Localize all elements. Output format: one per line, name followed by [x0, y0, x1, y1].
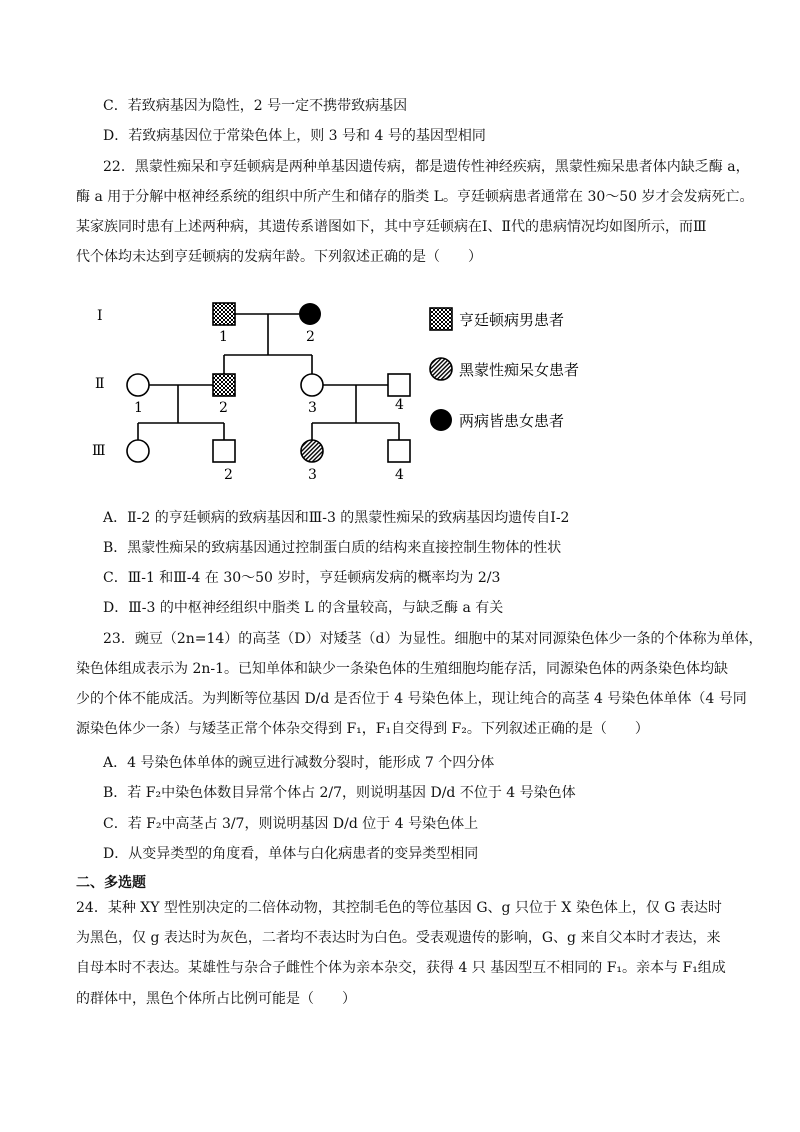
individual-II2-affected-huntington-male — [213, 374, 235, 396]
gen-label-I: Ⅰ — [97, 308, 103, 324]
q23-stem-line-3: 少的个体不能成活。为判断等位基因 D/d 是否位于 4 号染色体上，现让纯合的高茎 4 号染色体单体（4 号同 — [76, 691, 747, 707]
legend-huntington-male-label: 亨廷顿病男患者 — [459, 311, 565, 329]
q23-option-a: A．4 号染色体单体的豌豆进行减数分裂时，能形成 7 个四分体 — [103, 755, 495, 771]
label-I2: 2 — [306, 329, 315, 345]
q24-stem-line-1: 24．某种 XY 型性别决定的二倍体动物，其控制毛色的等位基因 G、g 只位于 X 染色体上，仅 G 表达时 — [76, 900, 722, 916]
gen-label-II: Ⅱ — [95, 376, 105, 392]
q22-stem-line-4: 代个体均未达到亨廷顿病的发病年龄。下列叙述正确的是（ ） — [76, 249, 482, 265]
individual-III2-normal-male — [213, 440, 235, 462]
legend-both-female-label: 两病皆患女患者 — [459, 412, 565, 430]
q21-option-d: D．若致病基因位于常染色体上，则 3 号和 4 号的基因型相同 — [103, 128, 486, 144]
pedigree-diagram — [85, 285, 625, 480]
q24-stem-line-4: 的群体中，黑色个体所占比例可能是（ ） — [76, 991, 356, 1007]
q23-option-d: D．从变异类型的角度看，单体与白化病患者的变异类型相同 — [103, 846, 479, 862]
individual-III4-normal-male — [388, 440, 410, 462]
q22-stem-line-2: 酶 a 用于分解中枢神经系统的组织中所产生和储存的脂类 L。亨廷顿病患者通常在 30～50 岁才会发病死亡。 — [76, 189, 754, 205]
label-III4: 4 — [395, 467, 404, 480]
q22-stem-line-3: 某家族同时患有上述两种病，其遗传系谱图如下，其中亨廷顿病在Ⅰ、Ⅱ代的患病情况均如图所示，而Ⅲ — [76, 219, 707, 235]
legend-amaurotic-female-label: 黑蒙性痴呆女患者 — [459, 361, 580, 379]
label-III2: 2 — [224, 467, 233, 480]
q22-option-b: B．黑蒙性痴呆的致病基因通过控制蛋白质的结构来直接控制生物体的性状 — [103, 540, 562, 556]
q24-stem-line-3: 自母本时不表达。某雄性与杂合子雌性个体为亲本杂交，获得 4 只 基因型互不相同的 F₁。亲本与 F₁组成 — [76, 960, 726, 976]
individual-II1-normal-female — [127, 374, 149, 396]
individual-I2-both-affected-female — [299, 303, 321, 325]
q23-stem-line-2: 染色体组成表示为 2n-1。已知单体和缺少一条染色体的生殖细胞均能存活，同源染色体的两条染色体均缺 — [76, 661, 729, 677]
individual-I1-affected-huntington-male — [213, 303, 235, 325]
label-II2: 2 — [219, 400, 228, 416]
individual-II4-normal-male — [388, 374, 410, 396]
q23-stem-line-1: 23．豌豆（2n=14）的高茎（D）对矮茎（d）为显性。细胞中的某对同源染色体少一条的个体称为单体， — [103, 631, 763, 647]
q22-stem-line-1: 22．黑蒙性痴呆和亨廷顿病是两种单基因遗传病，都是遗传性神经疾病，黑蒙性痴呆患者体内缺乏酶 a， — [103, 159, 750, 175]
label-I1: 1 — [219, 329, 228, 345]
q21-option-c: C．若致病基因为隐性，2 号一定不携带致病基因 — [103, 98, 408, 114]
individual-III1-normal-female — [127, 440, 149, 462]
q23-option-c: C．若 F₂中高茎占 3/7，则说明基因 D/d 位于 4 号染色体上 — [103, 816, 479, 832]
label-II1: 1 — [134, 400, 143, 416]
individual-II3-normal-female — [301, 374, 323, 396]
section-title-multiple-choice: 二、多选题 — [76, 875, 146, 891]
label-II3: 3 — [308, 400, 317, 416]
gen-label-III: Ⅲ — [92, 443, 106, 459]
q23-stem-line-4: 源染色体少一条）与矮茎正常个体杂交得到 F₁，F₁自交得到 F₂。下列叙述正确的是（ ） — [76, 721, 649, 737]
label-III3: 3 — [308, 467, 317, 480]
label-II4: 4 — [395, 397, 404, 413]
legend-both-female-symbol — [430, 409, 452, 431]
q23-option-b: B．若 F₂中染色体数目异常个体占 2/7，则说明基因 D/d 不位于 4 号染色体 — [103, 785, 576, 801]
legend-huntington-male-symbol — [430, 308, 452, 330]
q24-stem-line-2: 为黑色，仅 g 表达时为灰色，二者均不表达时为白色。受表观遗传的影响，G、g 来自父本时才表达，来 — [76, 930, 721, 946]
individual-III3-affected-amaurotic-female — [301, 440, 323, 462]
q22-option-c: C．Ⅲ-1 和Ⅲ-4 在 30～50 岁时，亨廷顿病发病的概率均为 2/3 — [103, 570, 501, 586]
q22-option-d: D．Ⅲ-3 的中枢神经组织中脂类 L 的含量较高，与缺乏酶 a 有关 — [103, 600, 504, 616]
q22-option-a: A．Ⅱ-2 的亨廷顿病的致病基因和Ⅲ-3 的黑蒙性痴呆的致病基因均遗传自Ⅰ-2 — [103, 510, 570, 526]
legend-amaurotic-female-symbol — [430, 358, 452, 380]
